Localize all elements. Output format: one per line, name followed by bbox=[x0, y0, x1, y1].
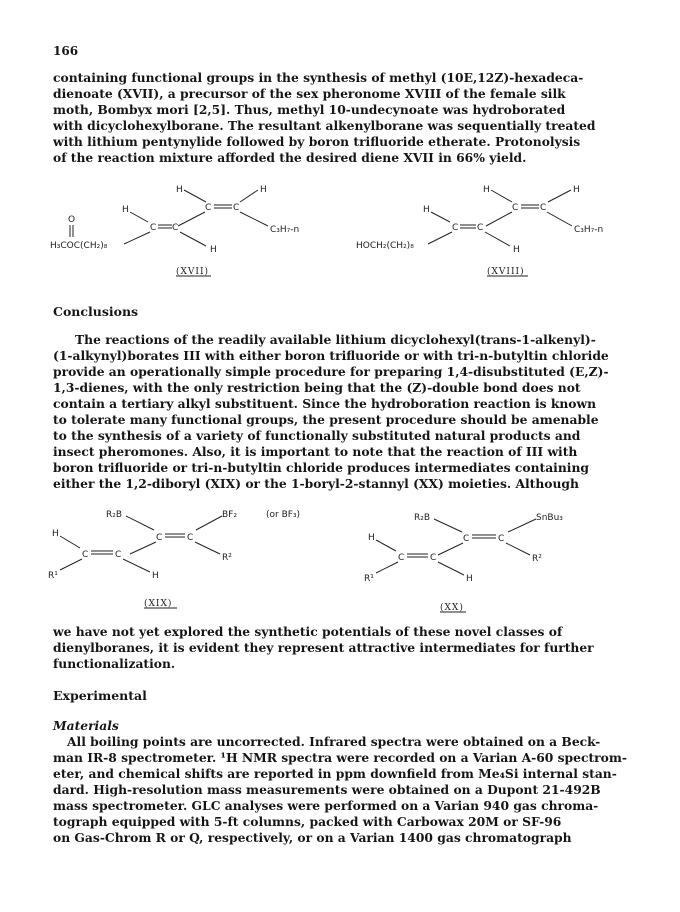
text-line: contain a tertiary alkyl substituent. Since the hydroboration reaction is known bbox=[53, 396, 597, 411]
experimental-heading: Experimental bbox=[53, 688, 147, 703]
structure-xx bbox=[364, 513, 563, 613]
atom-label: C bbox=[205, 203, 212, 213]
atom-label: C bbox=[115, 550, 122, 560]
materials-heading: Materials bbox=[53, 718, 119, 733]
text-line: All boiling points are uncorrected. Infrared spectra were obtained on a Beck- bbox=[67, 734, 601, 749]
text-line: with dicyclohexylborane. The resultant alkenylborane was sequentially treated bbox=[53, 118, 596, 133]
text-line: containing functional groups in the synthesis of methyl (10E,12Z)-hexadeca- bbox=[53, 70, 584, 85]
structure-xix bbox=[48, 510, 300, 609]
conclusions-heading: Conclusions bbox=[53, 304, 139, 319]
paragraph-dienylboranes bbox=[53, 624, 625, 672]
substituent-label: HOCH₂(CH₂)₈ bbox=[356, 241, 414, 251]
text-line: of the reaction mixture afforded the desired diene XVII in 66% yield. bbox=[53, 150, 527, 165]
atom-label: H bbox=[52, 529, 59, 539]
atom-label: H bbox=[210, 245, 217, 255]
atom-label: H bbox=[573, 185, 580, 195]
atom-label: H bbox=[260, 185, 267, 195]
atom-label: C bbox=[398, 553, 405, 563]
text-line: dienoate (XVII), a precursor of the sex pheronome XVIII of the female silk bbox=[53, 86, 566, 101]
atom-label: C bbox=[498, 534, 505, 544]
text-line: to the synthesis of a variety of functionally substituted natural products and bbox=[53, 428, 581, 443]
paragraph-synthesis bbox=[53, 70, 625, 166]
atom-label: H bbox=[423, 205, 430, 215]
paragraph-materials bbox=[53, 734, 625, 846]
text-line: tograph equipped with 5-ft columns, packed with Carbowax 20M or SF-96 bbox=[53, 814, 562, 829]
text-line: insect pheromones. Also, it is important to note that the reaction of III with bbox=[53, 444, 578, 459]
atom-label: R₂B bbox=[106, 510, 123, 520]
atom-label: R² bbox=[222, 553, 232, 563]
text-line: man IR-8 spectrometer. ¹H NMR spectra were recorded on a Varian A-60 spectrom- bbox=[53, 750, 627, 765]
compound-label: (XVIII) bbox=[487, 267, 525, 277]
atom-label: H bbox=[368, 533, 375, 543]
atom-label: C bbox=[452, 223, 459, 233]
atom-label: H bbox=[122, 205, 129, 215]
atom-label: H bbox=[176, 185, 183, 195]
structures-xix-xx bbox=[0, 500, 680, 615]
page-number: 166 bbox=[53, 44, 79, 58]
compound-label: (XVII) bbox=[176, 267, 210, 277]
atom-label: R² bbox=[532, 554, 542, 564]
text-line: dard. High-resolution mass measurements were obtained on a Dupont 21-492B bbox=[53, 782, 601, 797]
atom-label: C₃H₇-n bbox=[574, 225, 604, 235]
atom-label: C bbox=[172, 223, 179, 233]
atom-label: C bbox=[233, 203, 240, 213]
atom-label: R¹ bbox=[48, 571, 58, 581]
atom-label: C bbox=[82, 550, 89, 560]
substituent-label: H₃COC(CH₂)₈ bbox=[50, 241, 108, 251]
text-line: eter, and chemical shifts are reported in ppm downfield from Me₄Si internal stan- bbox=[53, 766, 617, 781]
text-line: dienylboranes, it is evident they represent attractive intermediates for further bbox=[53, 640, 594, 655]
atom-label: (or BF₃) bbox=[266, 510, 301, 520]
text-line: to tolerate many functional groups, the present procedure should be amenable bbox=[53, 412, 599, 427]
atom-label: C bbox=[463, 534, 470, 544]
paragraph-conclusions bbox=[53, 332, 625, 492]
text-line: boron trifluoride or tri-n-butyltin chloride produces intermediates containing bbox=[53, 460, 589, 475]
structures-xvii-xviii bbox=[0, 175, 680, 285]
text-line: either the 1,2-diboryl (XIX) or the 1-boryl-2-stannyl (XX) moieties. Although bbox=[53, 476, 579, 491]
text-line: provide an operationally simple procedure for preparing 1,4-disubstituted (E,Z)- bbox=[53, 364, 609, 379]
atom-label: O bbox=[68, 215, 76, 225]
text-line: moth, Bombyx mori [2,5]. Thus, methyl 10-undecynoate was hydroborated bbox=[53, 102, 566, 117]
atom-label: R¹ bbox=[364, 574, 374, 584]
atom-label: C bbox=[512, 203, 519, 213]
text-line: functionalization. bbox=[53, 656, 176, 671]
structure-xvii bbox=[50, 185, 299, 277]
atom-label: H bbox=[466, 574, 473, 584]
structure-xviii bbox=[356, 185, 603, 277]
atom-label: C bbox=[187, 533, 194, 543]
atom-label: C bbox=[150, 223, 157, 233]
compound-label: (XIX) bbox=[144, 599, 173, 609]
atom-label: C bbox=[156, 533, 163, 543]
text-line: mass spectrometer. GLC analyses were performed on a Varian 940 gas chroma- bbox=[53, 798, 599, 813]
atom-label: SnBu₃ bbox=[536, 513, 563, 523]
compound-label: (XX) bbox=[440, 603, 464, 613]
atom-label: H bbox=[483, 185, 490, 195]
text-line: The reactions of the readily available lithium dicyclohexyl(trans-1-alkenyl)- bbox=[75, 332, 596, 347]
atom-label: C bbox=[477, 223, 484, 233]
atom-label: C bbox=[430, 553, 437, 563]
atom-label: BF₂ bbox=[222, 510, 237, 520]
text-line: we have not yet explored the synthetic potentials of these novel classes of bbox=[53, 624, 563, 639]
text-line: on Gas-Chrom R or Q, respectively, or on a Varian 1400 gas chromatograph bbox=[53, 830, 572, 845]
atom-label: C₃H₇-n bbox=[270, 225, 300, 235]
atom-label: C bbox=[540, 203, 547, 213]
atom-label: R₂B bbox=[414, 513, 431, 523]
text-line: 1,3-dienes, with the only restriction being that the (Z)-double bond does not bbox=[53, 380, 581, 395]
atom-label: H bbox=[152, 571, 159, 581]
atom-label: H bbox=[513, 245, 520, 255]
text-line: with lithium pentynylide followed by boron trifluoride etherate. Protonolysis bbox=[53, 134, 581, 149]
text-line: (1-alkynyl)borates III with either boron trifluoride or with tri-n-butyltin chloride bbox=[53, 348, 609, 363]
